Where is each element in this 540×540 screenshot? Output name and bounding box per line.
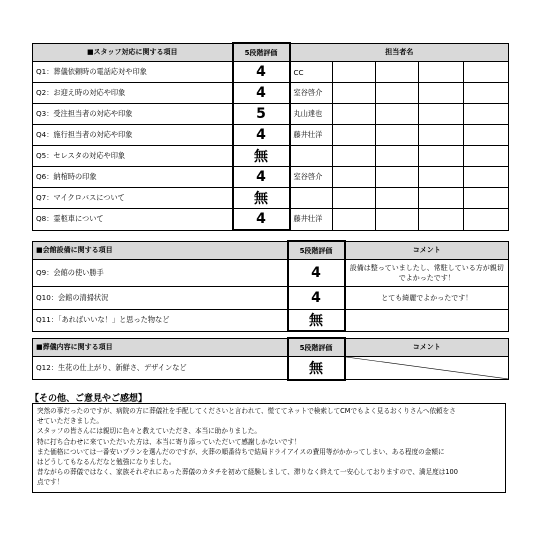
comment xyxy=(345,357,509,380)
hall-item-header: ■会館設備に関する項目 xyxy=(33,241,288,260)
table-row xyxy=(33,310,509,332)
funeral-comment-header: コメント xyxy=(345,338,509,357)
score: 無 xyxy=(288,310,345,332)
staff-evaluation-table xyxy=(32,42,509,231)
table-row xyxy=(33,125,509,146)
table-row xyxy=(33,104,509,125)
comment-line: 突然の事だったのですが、病院の方に葬儀社を手配してくださいと言われて、慌ててネットで検索してCMでもよく見るおくりさんへ依頼をさ xyxy=(37,407,456,415)
staff-name xyxy=(290,188,333,209)
hall-comment-header: コメント xyxy=(345,241,509,260)
staff-name: 藤井壮洋 xyxy=(290,125,333,146)
hall-evaluation-table xyxy=(32,240,509,332)
table-row xyxy=(33,357,509,380)
staff-rating-header: 5段階評価 xyxy=(233,43,290,62)
staff-name: 室谷啓介 xyxy=(290,83,333,104)
staff-name: 丸山達也 xyxy=(290,104,333,125)
score: 無 xyxy=(233,188,290,209)
hall-rating-header: 5段階評価 xyxy=(288,241,345,260)
funeral-rating-header: 5段階評価 xyxy=(288,338,345,357)
question: Q4：施行担当者の対応や印象 xyxy=(33,125,233,146)
table-row xyxy=(33,260,509,287)
score: 無 xyxy=(288,357,345,380)
score: 無 xyxy=(233,146,290,167)
table-row xyxy=(33,188,509,209)
comment-line: 特に打ち合わせに来ていただいた方は、本当に寄り添っていただいて感謝しかないです！ xyxy=(37,437,301,446)
comment-line: はどうしてもなるんだなと勉強になりました。 xyxy=(37,458,176,467)
table-row xyxy=(33,83,509,104)
table-row xyxy=(33,146,509,167)
staff-name xyxy=(290,146,333,167)
question: Q7：マイクロバスについて xyxy=(33,188,233,209)
score: 4 xyxy=(288,260,345,287)
question: Q6：納棺時の印象 xyxy=(33,167,233,188)
score: 4 xyxy=(233,62,290,83)
question: Q2：お迎え時の対応や印象 xyxy=(33,83,233,104)
table-row xyxy=(33,287,509,310)
staff-name-header: 担当者名 xyxy=(290,43,509,62)
staff-item-header: ■スタッフ対応に関する項目 xyxy=(33,43,233,62)
table-row xyxy=(33,167,509,188)
question: Q10：会館の清掃状況 xyxy=(33,287,288,310)
comment xyxy=(345,310,509,332)
question: Q1：葬儀依頼時の電話応対や印象 xyxy=(33,62,233,83)
score: 4 xyxy=(233,83,290,104)
comment: 設備は整っていましたし、常駐している方が親切でよかったです！ xyxy=(345,260,509,287)
comment-line: また価格については一番安いプランを選んだのですが、火葬の順番待ちで結局ドライアイスの費用等がかかってしまい、ある程度の金額に xyxy=(37,447,445,456)
question: Q9：会館の使い勝手 xyxy=(33,260,288,287)
funeral-evaluation-table xyxy=(32,337,509,381)
funeral-item-header: ■葬儀内容に関する項目 xyxy=(33,338,288,357)
score: 4 xyxy=(288,287,345,310)
question: Q8：霊柩車について xyxy=(33,209,233,231)
staff-name: 藤井壮洋 xyxy=(290,209,333,231)
score: 4 xyxy=(233,125,290,146)
question: Q11：「あればいいな！」と思った物など xyxy=(33,310,288,332)
comment-line: 昔ながらの葬儀ではなく、家族それぞれにあった葬儀のカタチを初めて経験しまして、滞りなく終えて一安心しておりますので、満足度は100 xyxy=(37,468,458,477)
question: Q3：受注担当者の対応や印象 xyxy=(33,104,233,125)
diagonal-strike xyxy=(346,357,509,379)
score: 5 xyxy=(233,104,290,125)
comment-line: せていただきました。 xyxy=(37,417,103,426)
comment-line: スタッフの皆さんには親切に色々と教えていただき、本当に助かりました。 xyxy=(37,427,261,436)
question: Q12：生花の仕上がり、新鮮さ、デザインなど xyxy=(33,357,288,380)
comment: とても綺麗でよかったです！ xyxy=(345,287,509,310)
staff-name: CC xyxy=(290,62,333,83)
score: 4 xyxy=(233,167,290,188)
table-row xyxy=(33,209,509,231)
question: Q5：セレスタの対応や印象 xyxy=(33,146,233,167)
other-comments-box xyxy=(32,403,506,493)
table-row xyxy=(33,62,509,83)
score: 4 xyxy=(233,209,290,231)
staff-name: 室谷啓介 xyxy=(290,167,333,188)
other-comments-title: 【その他、ご意見やご感想】 xyxy=(30,394,148,404)
comment-line: 点です！ xyxy=(37,478,64,487)
